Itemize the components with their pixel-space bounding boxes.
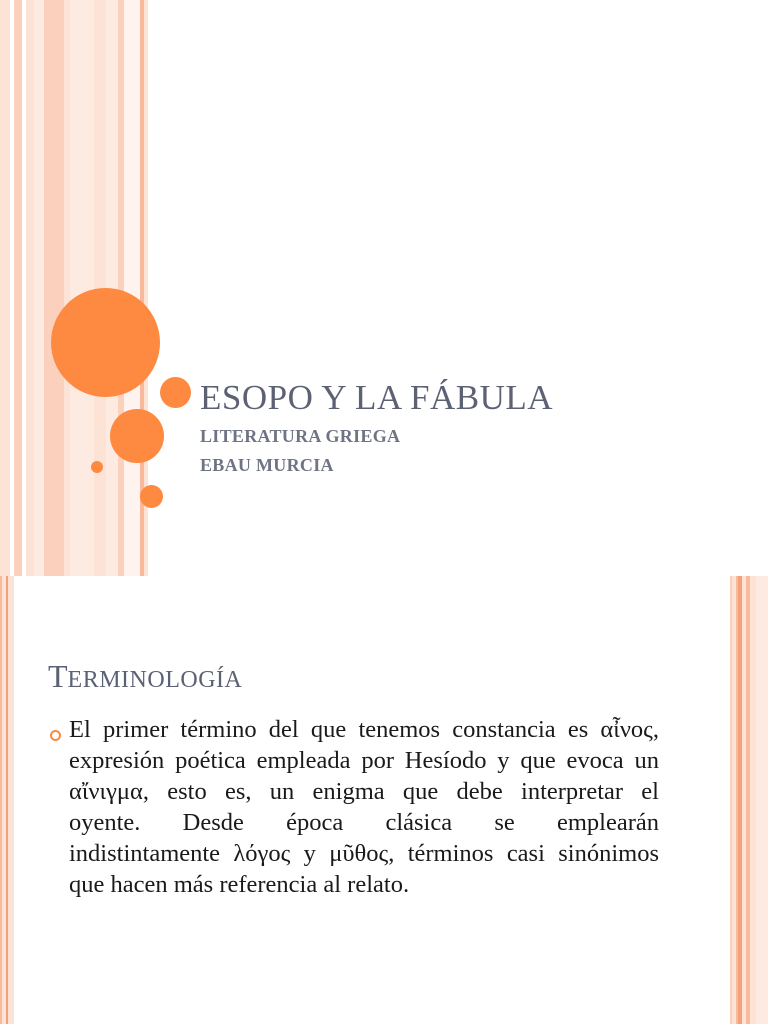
decorative-stripe	[124, 0, 140, 576]
decorative-stripe	[70, 0, 94, 576]
decorative-stripe	[44, 0, 64, 576]
paragraph-line: αἴνιγμα, esto es, un enigma que debe interpretar el	[69, 778, 659, 805]
decorative-stripe	[34, 0, 44, 576]
slide-title-heading: ESOPO Y LA FÁBULA	[200, 378, 554, 417]
slide-subtitle-exam: EBAU MURCIA	[200, 455, 334, 475]
decorative-circle-small	[160, 377, 191, 408]
decorative-circle-tiny	[91, 461, 103, 473]
decorative-stripe	[14, 0, 22, 576]
paragraph-line: El primer término del que tenemos constancia es αἶνος,	[69, 716, 659, 743]
paragraph-line: que hacen más referencia al relato.	[69, 871, 410, 898]
slide-terminology	[0, 576, 768, 1024]
decorative-stripe	[26, 0, 34, 576]
decorative-stripe	[8, 576, 14, 1024]
slide-subtitle-course: LITERATURA GRIEGA	[200, 426, 401, 446]
decorative-stripe	[756, 576, 768, 1024]
paragraph-line: expresión poética empleada por Hesíodo y que evoca un	[69, 747, 659, 774]
slide-heading	[48, 658, 242, 695]
paragraph-line: indistintamente λόγος y μῦθος, términos casi sinónimos	[69, 840, 659, 867]
heading-initial: T	[48, 658, 68, 694]
decorative-circle-large	[51, 288, 160, 397]
heading-rest: ERMINOLOGÍA	[67, 667, 243, 693]
decorative-circle-medium	[110, 409, 164, 463]
ring-bullet-icon	[50, 730, 61, 741]
decorative-circle-small	[140, 485, 163, 508]
paragraph-line: oyente. Desde época clásica se emplearán	[69, 809, 659, 836]
decorative-stripe	[0, 0, 10, 576]
bullet-paragraph	[69, 714, 659, 900]
